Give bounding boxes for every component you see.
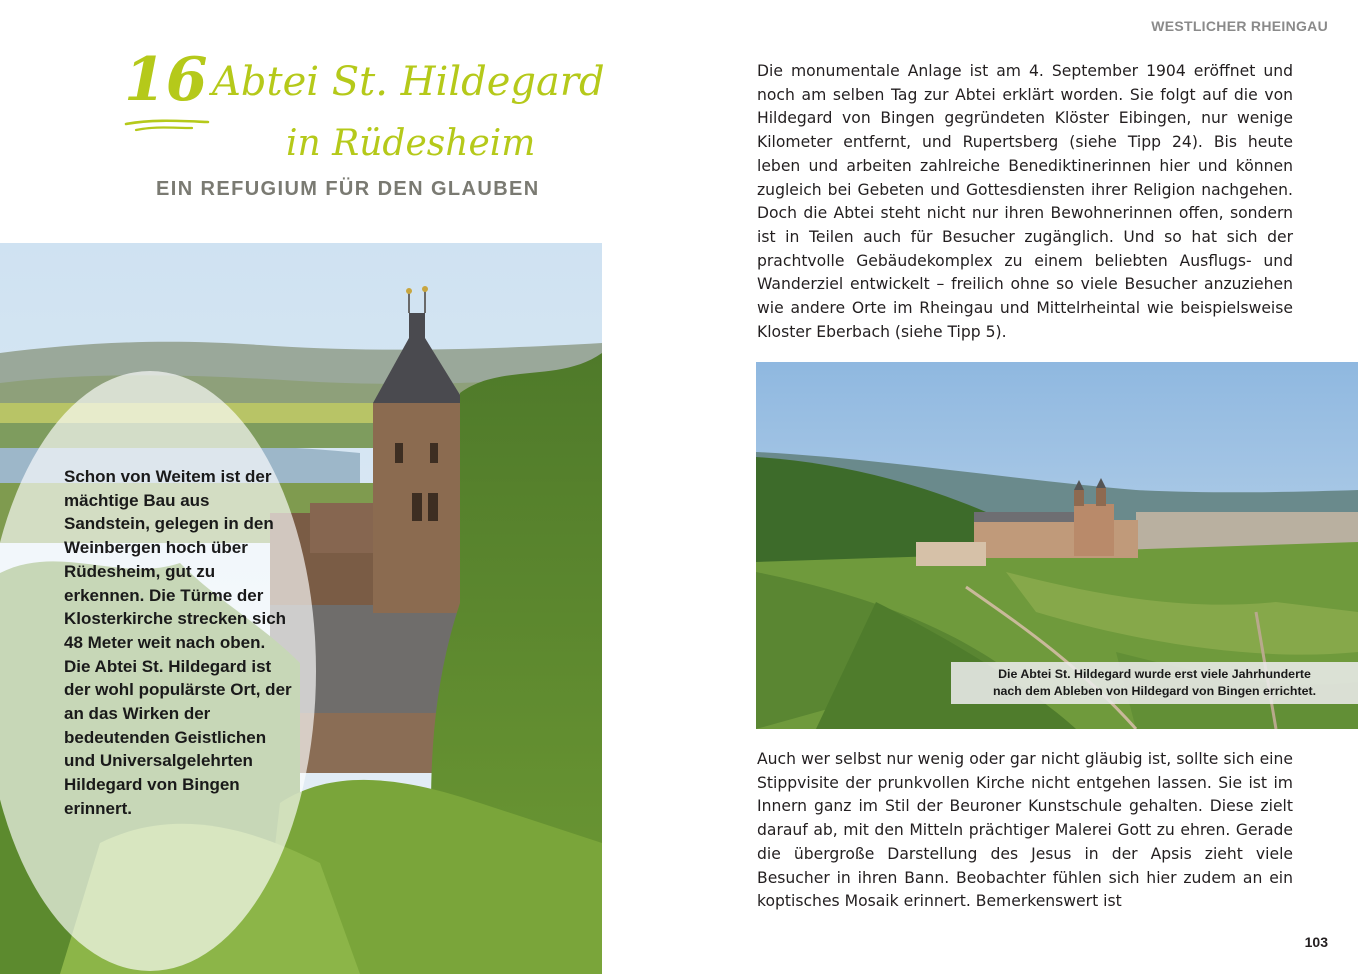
body-paragraph-2: Auch wer selbst nur wenig oder gar nicht gläubig ist, sollte sich eine Stippvisite der prunkvollen Kirche nicht entgehen lassen. Sie ist im Innern ganz im Stil der Beuroner Kunstschule gehalten. Diese zielt darauf ab, mit den Mitteln prächtiger Malerei Gott zu ehren. Gerade die übergroße Darstellung des Jesus in der Apsis zieht viele Besucher in ihren Bann. Beobachter fühlen sich hier zudem an ein koptisches Mosaik erinnert. Bemerkenswert ist (757, 750, 1293, 911)
tip-title-line1: Abtei St. Hildegard (212, 59, 605, 105)
tip-number-underline (122, 116, 212, 138)
tip-number: 16 (124, 45, 208, 115)
tip-subtitle: EIN REFUGIUM FÜR DEN GLAUBEN (156, 178, 540, 200)
caption-line-2: nach dem Ableben von Hildegard von Bingen errichtet. (992, 684, 1317, 698)
body-paragraph-1: Die monumentale Anlage ist am 4. September 1904 eröffnet und noch am selben Tag zur Abtei erklärt worden. Sie folgt auf die von Hildegard von Bingen gegründeten Klöster Eibingen, nur wenige Kilometer entfernt, und Rupertsberg (siehe Tipp 24). Bis heute leben und arbeiten zahlreiche Benediktinerinnen hier und können zugleich bei Gebeten und Gottesdiensten ihrer Religion nachgehen. Doch die Abtei steht nicht nur ihren Bewohnerinnen offen, sondern ist in Teilen auch für Besucher zugänglich. Und so hat sich der prachtvolle Gebäudekomplex zu einem beliebten Ausflugs- und Wanderziel entwickelt – freilich ohne so viele Besucher anzuziehen wie andere Orte im Rheingau und Mittelrheintal wie beispielsweise Kloster Eberbach (siehe Tipp 5). (757, 62, 1293, 341)
intro-text: Schon von Weitem ist der mächtige Bau aus Sandstein, gelegen in den Weinbergen hoch über Rüdesheim, gut zu erkennen. Die Türme der Klosterkirche strecken sich 48 Meter weit nach oben. Die Abtei St. Hildegard ist der wohl populärste Ort, der an das Wirken der bedeutenden Geistlichen und Universalgelehrten Hildegard von Bingen erinnert. (64, 467, 292, 818)
page-number: 103 (1304, 934, 1328, 950)
tip-title-line2: in Rüdesheim (286, 123, 536, 164)
photo-caption (951, 662, 1358, 704)
running-head: WESTLICHER RHEINGAU (1151, 18, 1328, 34)
caption-line-1: Die Abtei St. Hildegard wurde erst viele Jahrhunderte (998, 667, 1311, 681)
